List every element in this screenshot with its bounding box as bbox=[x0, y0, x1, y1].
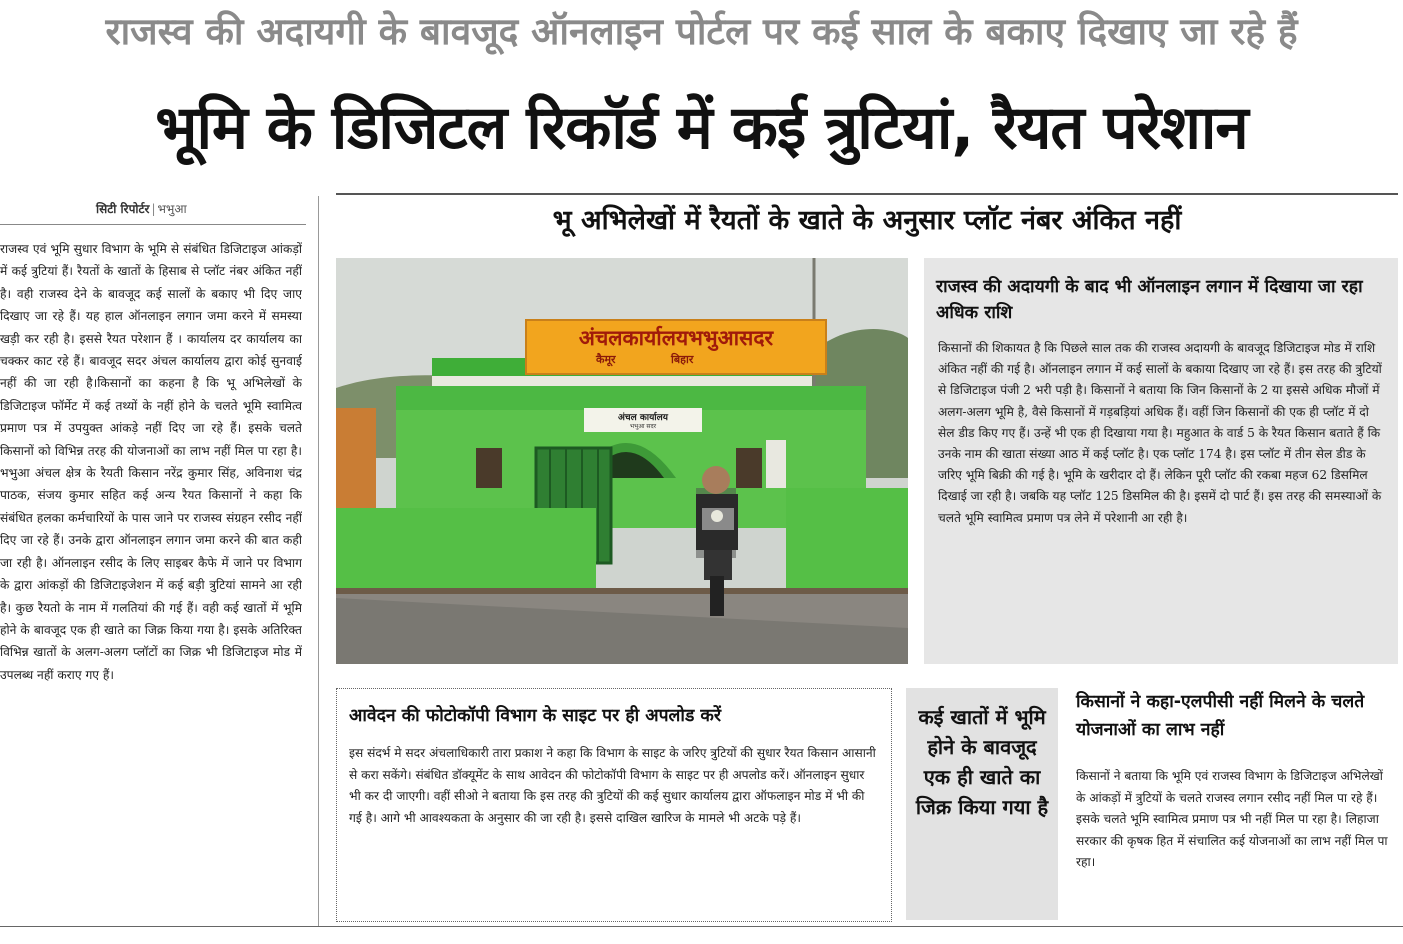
kicker-headline: राजस्व की अदायगी के बावजूद ऑनलाइन पोर्टल पर कई साल के बकाए दिखाए जा रहे हैं bbox=[105, 10, 1298, 53]
photo-sign-district: कैमूर bbox=[596, 353, 616, 366]
story-box-upload-application bbox=[336, 688, 892, 922]
story-box-lpc-body: किसानों ने बताया कि भूमि एवं राजस्व विभाग के डिजिटाइज अभिलेखों के आंकड़ों में त्रुटियों के चलते राजस्व लगान रसीद नहीं मिल पा रहे हैं। इसके चलते भूमि स्वामित्व प्रमाण पत्र भी नहीं मिल पा रहा है। लिहाजा सरकार की कृषक हित में संचालित कई योजनाओं का लाभ नहीं मिल पा रहा। bbox=[1076, 769, 1388, 870]
news-photo-office-building bbox=[336, 258, 908, 664]
photo-arch-sign-sub: भभुआ सदर bbox=[629, 423, 657, 430]
page-bottom-rule bbox=[0, 926, 1403, 927]
byline bbox=[96, 200, 187, 217]
story-box-heading: आवेदन की फोटोकॉपी विभाग के साइट पर ही अपलोड करें bbox=[349, 706, 722, 726]
main-story-text: राजस्व एवं भूमि सुधार विभाग के भूमि से संबंधित डिजिटाइज आंकड़ों में कई त्रुटियां हैं। रैयतों के खातों के हिसाब से प्लॉट नंबर अंकित नहीं है। वही राजस्व देने के बावजूद कई सालों के बकाए भी दिए जाए दिखाए जा रहे हैं। यह हाल ऑनलाइन लगान जमा करने में समस्या खड़ी कर रही है। इससे रैयत परेशान हैं । कार्यालय दर कार्यालय का चक्कर काट रहे हैं। बावजूद सदर अंचल कार्यालय द्वारा कोई सुनवाई नहीं की जा रही है।किसानों का कहना है कि भू अभिलेखों के डिजिटाइज फॉर्मेट में कई तथ्यों के नहीं होने के चलते भूमि स्वामित्व प्रमाण पत्र में उपयुक्त आंकड़े नहीं दिए जा रहे हैं। इसके चलते किसानों को विभिन्न तरह की योजनाओं का लाभ नहीं मिल पा रहा है। भभुआ अंचल क्षेत्र के रैयती किसान नरेंद्र कुमार सिंह, अविनाश चंद्र पाठक, संजय कुमार सहित कई अन्य रैयत किसानों ने कहा कि संबंधित हलका कर्मचारियों के पास जाने पर राजस्व संग्रहन रसीद नहीं दिए जा रहे हैं। उनके द्वारा ऑनलाइन लगान जमा करने की बात कही जा रही है। ऑनलाइन रसीद के लिए साइबर कैफे में जाने पर विभाग के द्वारा आंकड़ों की डिजिटाइजेशन में कई बड़ी त्रुटियां सामने आ रही है। कुछ रैयतो के नाम में गलतियां की गई हैं। वही कई खातों में भूमि होने के बावजूद एक ही खाते का जिक्र किया गया है। इसके अतिरिक्त विभिन्न खातों के अलग-अलग प्लॉटों का जिक्र भी डिजिटाइज मोड में उपलब्ध नहीं कराए गए हैं। bbox=[0, 242, 302, 682]
byline-rule bbox=[0, 224, 306, 225]
sidebar-box-excess-amount bbox=[924, 258, 1398, 664]
column-divider bbox=[318, 196, 319, 926]
story-box-lpc-heading: किसानों ने कहा-एलपीसी नहीं मिलने के चलते योजनाओं का लाभ नहीं bbox=[1076, 692, 1365, 740]
byline-separator: | bbox=[151, 202, 156, 216]
dateline-place: भभुआ bbox=[157, 202, 187, 216]
story-box-body: इस संदर्भ मे सदर अंचलाधिकारी तारा प्रकाश ने कहा कि विभाग के साइट के जरिए त्रुटियों की सुधार रैयत किसान आसानी से करा सकेंगे। संबंधित डॉक्यूमेंट के साथ आवेदन की फोटोकॉपी विभाग के साइट पर ही अपलोड करें। ऑनलाइन सुधार भी कर दी जाएगी। वहीं सीओ ने बताया कि इस तरह की त्रुटियों की कई सुधार कार्यालय द्वारा ऑफलाइन मोड में भी की गई है। आगे भी आवश्यकता के अनुसार की जा रही है। इससे दाखिल खारिज के मामले भी अटके पड़े हैं। bbox=[349, 746, 876, 825]
sidebar-box-heading: राजस्व की अदायगी के बाद भी ऑनलाइन लगान में दिखाया जा रहा अधिक राशि bbox=[936, 277, 1363, 323]
sidebar-box-body: किसानों की शिकायत है कि पिछले साल तक की राजस्व अदायगी के बावजूद डिजिटाइज मोड में राशि अंकित नहीं की गई है। ऑनलाइन लगान में कई सालों के बकाया दिखाए जा रहे हैं। इस तरह की त्रुटियों से डिजिटाइज पंजी 2 भरी पड़ी है। किसानों ने बताया कि जिन किसानों के 2 या इससे अधिक मौजों में अलग-अलग भूमि है, वैसे किसानों में गड़बड़ियां अधिक हैं। वहीं जिन किसानों की एक ही प्लॉट में दो सेल डीड किए गए हैं। उन्हें भी एक ही दिखाया गया है। महुआत के वार्ड 5 के रैयत किसान बताते हैं कि उनके नाम की खाता संख्या आठ में कई प्लॉट है। एक प्लॉट 174 है। इस प्लॉट में तीन सेल डीड के जरिए भूमि बिक्री की गई है। भूमि के खरीदार दो हैं। लेकिन पूरी प्लॉट की रकबा महज 62 डिसमिल दिखाई जा रही है। जबकि यह प्लॉट 125 डिसमिल की है। इसमें दो पार्ट हैं। इस तरह की समस्याओं के चलते भूमि स्वामित्व प्रमाण पत्र लेने में परेशानी आ रही है। bbox=[938, 341, 1382, 525]
pull-quote-text: कई खातों में भूमि होने के बावजूद एक ही खाते का जिक्र किया गया है bbox=[915, 705, 1049, 819]
photo-sign-main: अंचलकार्यालयभभुआसदर bbox=[578, 326, 774, 350]
pull-quote-box bbox=[906, 688, 1058, 920]
sub-headline: भू अभिलेखों में रैयतों के खाते के अनुसार प्लॉट नंबर अंकित नहीं bbox=[552, 205, 1182, 236]
main-headline: भूमि के डिजिटल रिकॉर्ड में कई त्रुटियां, रैयत परेशान bbox=[155, 93, 1248, 163]
section-rule bbox=[336, 193, 1398, 195]
story-box-lpc bbox=[1072, 688, 1398, 920]
reporter-name: सिटी रिपोर्टर bbox=[96, 202, 150, 216]
photo-sign-state: बिहार bbox=[671, 353, 694, 366]
photo-arch-sign: अंचल कार्यालय bbox=[618, 413, 668, 423]
